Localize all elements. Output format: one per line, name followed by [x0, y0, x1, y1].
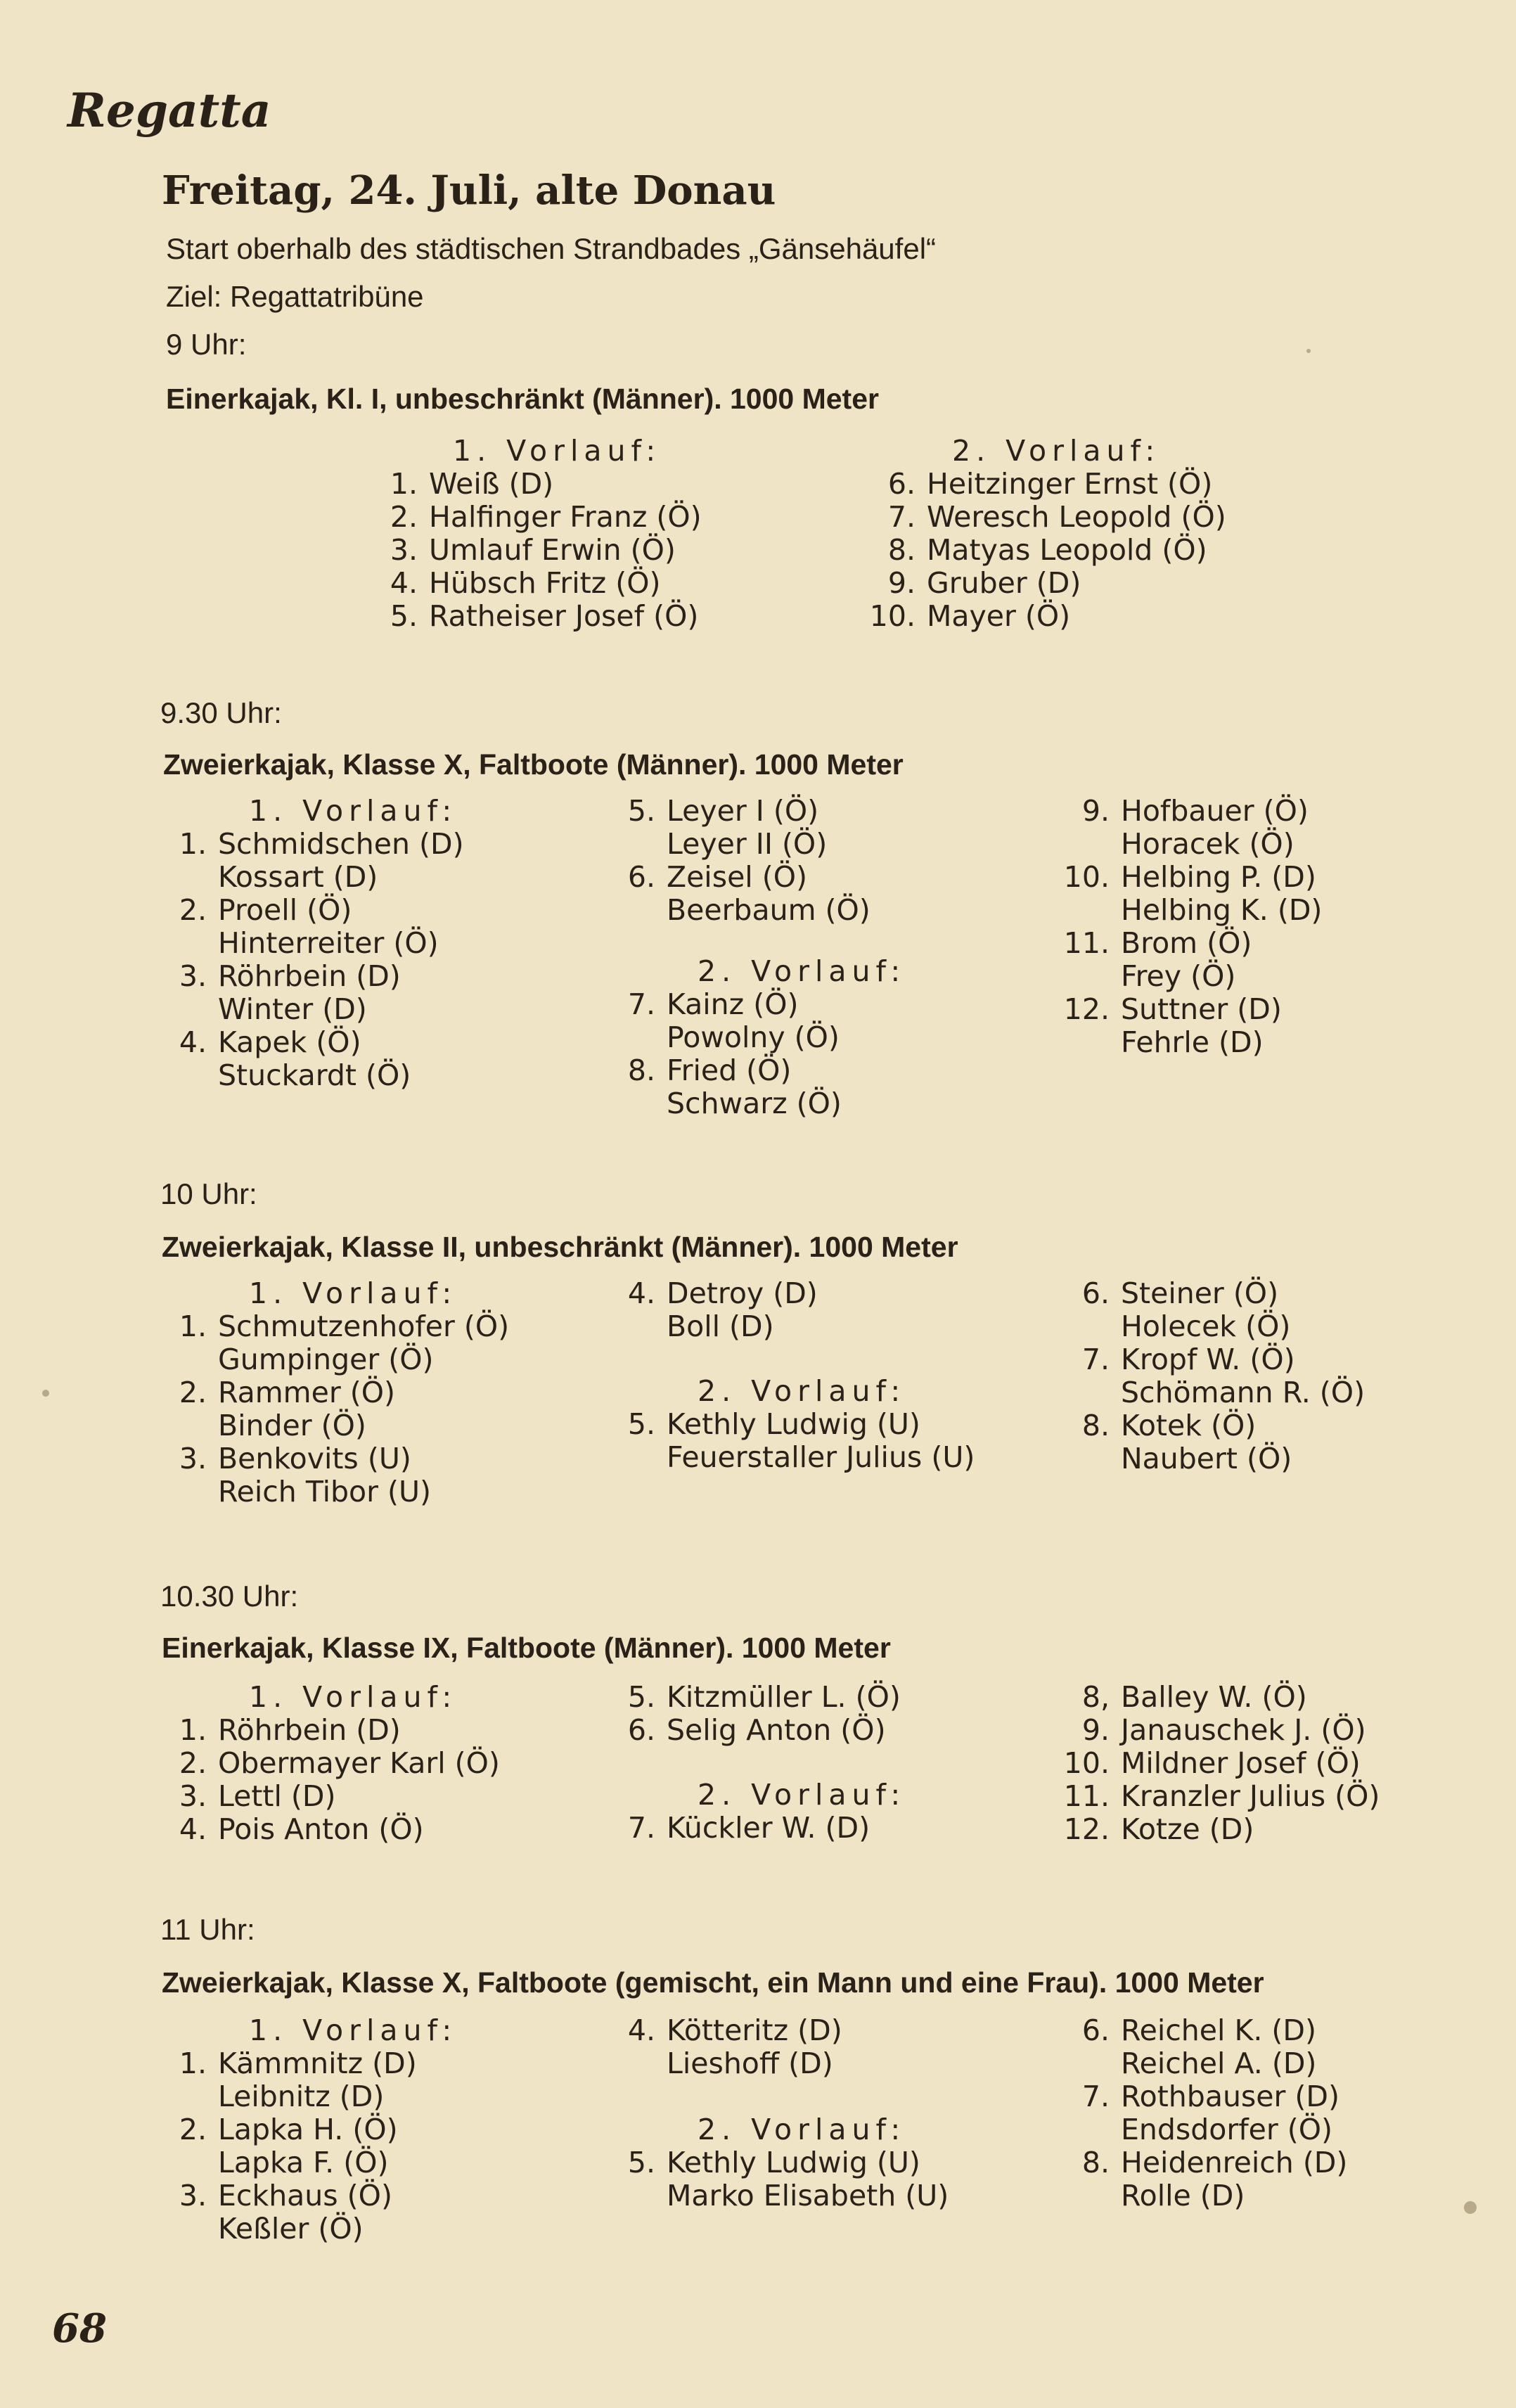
start-number: 10.	[1063, 1746, 1110, 1780]
entry-row	[162, 1409, 509, 1442]
entry-row	[162, 1747, 500, 1780]
entry-row	[858, 600, 1226, 633]
entry-row	[610, 1087, 906, 1120]
entry-row	[162, 2047, 457, 2080]
start-number: 5.	[390, 599, 418, 633]
entry-row	[610, 2179, 949, 2212]
competitor-name: Weresch Leopold (Ö)	[927, 500, 1226, 534]
start-number: 2.	[179, 1376, 207, 1409]
competitor-name: Pois Anton (Ö)	[218, 1812, 424, 1846]
competitor-name: Kückler W. (D)	[667, 1811, 871, 1845]
start-number: 6.	[627, 1713, 655, 1747]
crew-member: Rolle (D)	[1121, 2179, 1245, 2212]
crew-member: Fried (Ö)	[667, 1054, 792, 1087]
competitor-name: Selig Anton (Ö)	[667, 1713, 886, 1747]
crew-member: Winter (D)	[218, 992, 367, 1026]
entry-row	[610, 1714, 906, 1747]
entry-row	[162, 2212, 457, 2246]
event-time: 9 Uhr:	[166, 328, 247, 361]
entry-row	[373, 501, 702, 534]
entry-row	[1052, 1277, 1365, 1310]
crew-member: Kethly Ludwig (U)	[667, 2146, 920, 2179]
crew-member: Heidenreich (D)	[1121, 2146, 1348, 2179]
crew-member: Leyer II (Ö)	[667, 827, 828, 861]
entry-row	[162, 2146, 457, 2179]
start-number: 11.	[1063, 926, 1110, 960]
entry-row	[373, 600, 702, 633]
start-number: 5.	[627, 2146, 655, 2179]
start-number: 3.	[179, 1779, 207, 1813]
page-heading: Freitag, 24. Juli, alte Donau	[162, 167, 776, 214]
start-number: 3.	[179, 2179, 207, 2212]
crew-member: Röhrbein (D)	[218, 959, 401, 993]
entry-row	[610, 795, 906, 828]
entry-row	[1052, 2113, 1347, 2146]
start-number: 4.	[627, 2013, 655, 2047]
start-number: 1.	[179, 2047, 207, 2080]
start-number: 4.	[627, 1276, 655, 1310]
crew-member: Zeisel (Ö)	[667, 860, 807, 894]
section-title: Regatta	[68, 83, 271, 138]
entry-row	[1052, 1681, 1380, 1714]
entry-row	[162, 1376, 509, 1409]
crew-member: Fehrle (D)	[1121, 1025, 1264, 1059]
entry-row	[1052, 1747, 1380, 1780]
entry-row	[610, 1441, 975, 1474]
event-title: Zweierkajak, Klasse X, Faltboote (Männer). 1000 Meter	[163, 748, 904, 781]
heat-2-column-b	[1052, 2014, 1347, 2212]
crew-member: Suttner (D)	[1121, 992, 1282, 1026]
competitor-name: Balley W. (Ö)	[1121, 1680, 1307, 1714]
entry-row	[610, 988, 906, 1021]
start-number: 12.	[1063, 1812, 1110, 1846]
crew-member: Rothbauser (D)	[1121, 2080, 1340, 2113]
entry-row	[1052, 1813, 1380, 1846]
entry-row	[858, 501, 1226, 534]
entry-row	[1052, 2047, 1347, 2080]
entry-row	[1052, 828, 1322, 861]
start-number: 3.	[179, 1442, 207, 1475]
start-number: 12.	[1063, 992, 1110, 1026]
crew-member: Benkovits (U)	[218, 1442, 411, 1475]
start-number: 7.	[627, 1811, 655, 1845]
crew-member: Schmutzenhofer (Ö)	[218, 1309, 510, 1343]
start-number: 3.	[390, 533, 418, 567]
entry-row	[1052, 927, 1322, 960]
entry-row	[373, 468, 702, 501]
event-time: 10.30 Uhr:	[160, 1580, 299, 1613]
crew-member: Beerbaum (Ö)	[667, 893, 871, 927]
entry-row	[1052, 960, 1322, 993]
entry-row	[162, 960, 464, 993]
crew-member: Powolny (Ö)	[667, 1020, 840, 1054]
crew-member: Marko Elisabeth (U)	[667, 2179, 949, 2212]
entry-row	[1052, 2179, 1347, 2212]
start-number: 2.	[179, 893, 207, 927]
start-number: 9.	[1081, 794, 1110, 828]
crew-member: Kötteritz (D)	[667, 2013, 842, 2047]
crew-member: Brom (Ö)	[1121, 926, 1252, 960]
paper-speck	[42, 1390, 49, 1397]
entry-row	[610, 1681, 906, 1714]
entry-row	[1052, 1310, 1365, 1343]
entry-row	[162, 2080, 457, 2113]
entry-row	[610, 2047, 949, 2080]
crew-member: Helbing P. (D)	[1121, 860, 1316, 894]
start-number: 6.	[1081, 1276, 1110, 1310]
crew-member: Kämmnitz (D)	[218, 2047, 417, 2080]
heat-label: 2. Vorlauf:	[698, 954, 906, 988]
crew-member: Kotek (Ö)	[1121, 1409, 1257, 1442]
competitor-name: Kotze (D)	[1121, 1812, 1254, 1846]
entry-row	[162, 2179, 457, 2212]
event-title: Zweierkajak, Klasse II, unbeschränkt (Männer). 1000 Meter	[162, 1231, 958, 1263]
entry-row	[610, 2146, 949, 2179]
heat-1-column-a	[162, 1681, 500, 1846]
heat-label: 1. Vorlauf:	[249, 794, 458, 828]
crew-member: Hofbauer (Ö)	[1121, 794, 1309, 828]
start-line: Start oberhalb des städtischen Strandbades „Gänsehäufel“	[166, 232, 937, 265]
heat-1-column	[162, 2014, 457, 2246]
crew-member: Leibnitz (D)	[218, 2080, 385, 2113]
start-number: 4.	[179, 1025, 207, 1059]
crew-member: Steiner (Ö)	[1121, 1276, 1279, 1310]
crew-member: Naubert (Ö)	[1121, 1442, 1292, 1475]
heat-2-column-a	[610, 2014, 949, 2212]
entry-row	[610, 1277, 975, 1310]
entry-row	[1052, 795, 1322, 828]
heat-label: 1. Vorlauf:	[249, 1680, 458, 1714]
event-time: 9.30 Uhr:	[160, 696, 282, 729]
entry-row	[610, 1021, 906, 1054]
entry-row	[610, 1310, 975, 1343]
heat-1-column-b	[610, 1681, 906, 1845]
heat-label: 2. Vorlauf:	[698, 2113, 906, 2146]
crew-member: Leyer I (Ö)	[667, 794, 819, 828]
crew-member: Kropf W. (Ö)	[1121, 1343, 1295, 1376]
heat-2-column	[1052, 795, 1322, 1059]
crew-member: Schmidschen (D)	[218, 827, 464, 861]
crew-member: Helbing K. (D)	[1121, 893, 1323, 927]
crew-member: Kossart (D)	[218, 860, 378, 894]
entry-row	[162, 828, 464, 861]
entry-row	[1052, 2014, 1347, 2047]
start-number: 7.	[887, 500, 916, 534]
competitor-name: Obermayer Karl (Ö)	[218, 1746, 500, 1780]
start-number: 8,	[1081, 1680, 1110, 1714]
event-time: 11 Uhr:	[160, 1913, 255, 1946]
entry-row	[162, 2113, 457, 2146]
entry-row	[1052, 1714, 1380, 1747]
crew-member: Kapek (Ö)	[218, 1025, 361, 1059]
entry-row	[162, 1310, 509, 1343]
paper-speck	[1464, 2201, 1477, 2214]
crew-member: Feuerstaller Julius (U)	[667, 1440, 975, 1474]
crew-member: Kainz (Ö)	[667, 987, 799, 1021]
crew-member: Endsdorfer (Ö)	[1121, 2113, 1333, 2146]
entry-row	[162, 894, 464, 927]
heat-1-column-b	[610, 795, 906, 1120]
heat-label: 2. Vorlauf:	[698, 1778, 906, 1812]
event-title: Einerkajak, Kl. I, unbeschränkt (Männer). 1000 Meter	[166, 383, 879, 415]
start-number: 6.	[1081, 2013, 1110, 2047]
crew-member: Proell (Ö)	[218, 893, 352, 927]
entry-row	[1052, 1409, 1365, 1442]
competitor-name: Halfinger Franz (Ö)	[429, 500, 702, 534]
competitor-name: Mildner Josef (Ö)	[1121, 1746, 1361, 1780]
entry-row	[1052, 894, 1322, 927]
start-number: 2.	[179, 1746, 207, 1780]
entry-row	[162, 1813, 500, 1846]
entry-row	[1052, 2080, 1347, 2113]
start-number: 1.	[179, 1309, 207, 1343]
crew-member: Hinterreiter (Ö)	[218, 926, 439, 960]
entry-row	[610, 1812, 906, 1845]
heat-2-column	[1052, 1681, 1380, 1846]
heat-2-column-b	[1052, 1277, 1365, 1475]
crew-member: Lapka H. (Ö)	[218, 2113, 398, 2146]
crew-member: Schwarz (Ö)	[667, 1087, 842, 1120]
start-number: 10.	[1063, 860, 1110, 894]
competitor-name: Janauschek J. (Ö)	[1121, 1713, 1366, 1747]
heat-1-column-a	[162, 795, 464, 1092]
event-title: Einerkajak, Klasse IX, Faltboote (Männer). 1000 Meter	[162, 1632, 891, 1664]
start-number: 2.	[390, 500, 418, 534]
heat-2-column	[858, 435, 1226, 633]
heat-label: 1. Vorlauf:	[453, 434, 662, 468]
entry-row	[610, 2014, 949, 2047]
entry-row	[1052, 1376, 1365, 1409]
entry-row	[162, 927, 464, 960]
start-number: 4.	[179, 1812, 207, 1846]
crew-member: Boll (D)	[667, 1309, 774, 1343]
competitor-name: Mayer (Ö)	[927, 599, 1071, 633]
entry-row	[162, 1343, 509, 1376]
crew-member: Reich Tibor (U)	[218, 1475, 431, 1509]
start-number: 8.	[887, 533, 916, 567]
entry-row	[610, 828, 906, 861]
heat-2-column-a	[610, 1277, 975, 1474]
competitor-name: Weiß (D)	[429, 467, 554, 501]
start-number: 7.	[1081, 2080, 1110, 2113]
start-number: 7.	[627, 987, 655, 1021]
entry-row	[1052, 1026, 1322, 1059]
start-number: 9.	[887, 566, 916, 600]
start-number: 8.	[1081, 2146, 1110, 2179]
crew-member: Stuckardt (Ö)	[218, 1058, 411, 1092]
entry-row	[162, 1026, 464, 1059]
entry-row	[610, 861, 906, 894]
start-number: 5.	[627, 1407, 655, 1441]
entry-row	[373, 534, 702, 567]
crew-member: Reichel K. (D)	[1121, 2013, 1316, 2047]
entry-row	[858, 468, 1226, 501]
finish-line: Ziel: Regattatribüne	[166, 280, 424, 313]
entry-row	[162, 1059, 464, 1092]
heat-1-column	[373, 435, 702, 633]
competitor-name: Matyas Leopold (Ö)	[927, 533, 1207, 567]
competitor-name: Heitzinger Ernst (Ö)	[927, 467, 1213, 501]
competitor-name: Umlauf Erwin (Ö)	[429, 533, 676, 567]
entry-row	[162, 1714, 500, 1747]
competitor-name: Lettl (D)	[218, 1779, 336, 1813]
crew-member: Schömann R. (Ö)	[1121, 1376, 1366, 1409]
entry-row	[162, 1442, 509, 1475]
entry-row	[1052, 993, 1322, 1026]
entry-row	[610, 1408, 975, 1441]
crew-member: Lapka F. (Ö)	[218, 2146, 389, 2179]
heat-1-column	[162, 1277, 509, 1509]
start-number: 5.	[627, 1680, 655, 1714]
start-number: 10.	[869, 599, 916, 633]
entry-row	[162, 1475, 509, 1509]
entry-row	[1052, 1343, 1365, 1376]
start-number: 1.	[179, 1713, 207, 1747]
heat-label: 1. Vorlauf:	[249, 1276, 458, 1310]
paper-speck	[1306, 349, 1311, 353]
entry-row	[858, 567, 1226, 600]
crew-member: Rammer (Ö)	[218, 1376, 395, 1409]
event-time: 10 Uhr:	[160, 1177, 257, 1210]
start-number: 8.	[1081, 1409, 1110, 1442]
crew-member: Frey (Ö)	[1121, 959, 1236, 993]
crew-member: Horacek (Ö)	[1121, 827, 1295, 861]
entry-row	[162, 861, 464, 894]
start-number: 3.	[179, 959, 207, 993]
heat-label: 2. Vorlauf:	[952, 434, 1161, 468]
crew-member: Lieshoff (D)	[667, 2047, 833, 2080]
crew-member: Gumpinger (Ö)	[218, 1343, 434, 1376]
start-number: 1.	[390, 467, 418, 501]
entry-row	[1052, 2146, 1347, 2179]
competitor-name: Röhrbein (D)	[218, 1713, 401, 1747]
entry-row	[1052, 861, 1322, 894]
event-title: Zweierkajak, Klasse X, Faltboote (gemischt, ein Mann und eine Frau). 1000 Meter	[162, 1966, 1264, 1999]
start-number: 6.	[627, 860, 655, 894]
crew-member: Keßler (Ö)	[218, 2212, 364, 2246]
crew-member: Reichel A. (D)	[1121, 2047, 1317, 2080]
competitor-name: Kitzmüller L. (Ö)	[667, 1680, 901, 1714]
crew-member: Binder (Ö)	[218, 1409, 366, 1442]
start-number: 1.	[179, 827, 207, 861]
entry-row	[1052, 1442, 1365, 1475]
entry-row	[610, 1054, 906, 1087]
start-number: 5.	[627, 794, 655, 828]
start-number: 2.	[179, 2113, 207, 2146]
competitor-name: Gruber (D)	[927, 566, 1081, 600]
start-number: 8.	[627, 1054, 655, 1087]
crew-member: Holecek (Ö)	[1121, 1309, 1291, 1343]
heat-label: 1. Vorlauf:	[249, 2013, 458, 2047]
crew-member: Eckhaus (Ö)	[218, 2179, 392, 2212]
crew-member: Kethly Ludwig (U)	[667, 1407, 920, 1441]
heat-label: 2. Vorlauf:	[698, 1374, 906, 1408]
start-number: 4.	[390, 566, 418, 600]
start-number: 11.	[1063, 1779, 1110, 1813]
start-number: 9.	[1081, 1713, 1110, 1747]
competitor-name: Kranzler Julius (Ö)	[1121, 1779, 1380, 1813]
start-number: 6.	[887, 467, 916, 501]
entry-row	[858, 534, 1226, 567]
entry-row	[162, 1780, 500, 1813]
start-number: 7.	[1081, 1343, 1110, 1376]
entry-row	[373, 567, 702, 600]
competitor-name: Ratheiser Josef (Ö)	[429, 599, 699, 633]
entry-row	[1052, 1780, 1380, 1813]
crew-member: Detroy (D)	[667, 1276, 818, 1310]
entry-row	[162, 993, 464, 1026]
entry-row	[610, 894, 906, 927]
competitor-name: Hübsch Fritz (Ö)	[429, 566, 661, 600]
page-number: 68	[52, 2305, 107, 2352]
